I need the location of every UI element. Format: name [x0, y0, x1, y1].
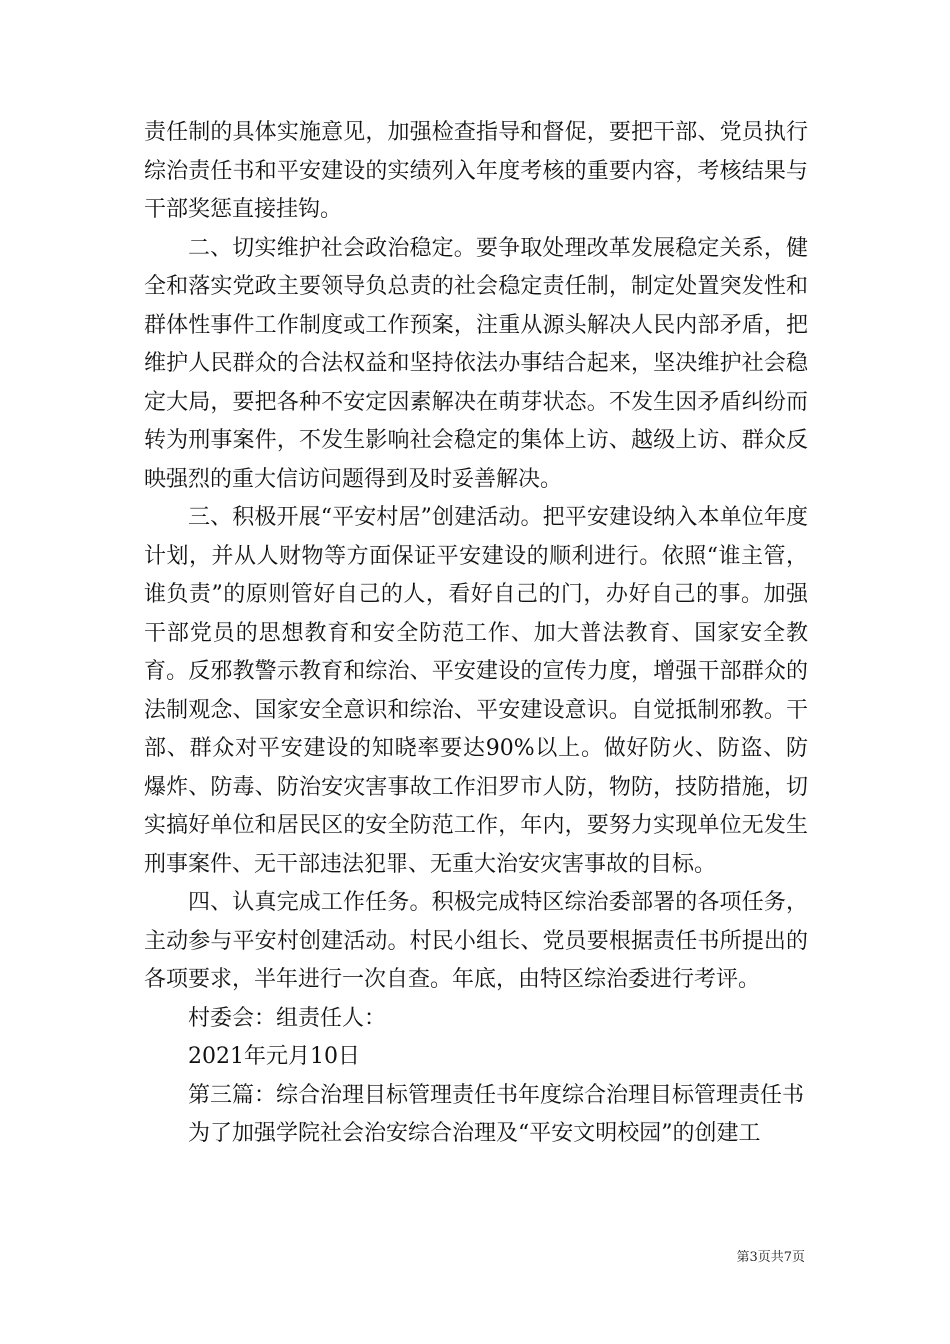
section-heading: 第三篇：综合治理目标管理责任书年度综合治理目标管理责任书 [188, 1082, 805, 1108]
paragraph-3: 三、积极开展“平安村居”创建活动。把平安建设纳入本单位年度计划，并从人财物等方面保证平安建设的顺利进行。依照“谁主管，谁负责”的原则管好自己的人，看好自己的门，办好自己的事。加强干部党员的思想教育和安全防范工作、加大普法教育、国家安全教育。反邪教警示教育和综治、平安建设的宣传力度，增强干部群众的法制观念、国家安全意识和综治、平安建设意识。自觉抵制邪教。干部、群众对平安建设的知晓率要达90%以上。做好防火、防盗、防爆炸、防毒、防治安灾害事故工作汨罗市人防，物防，技防措施，切实搞好单位和居民区的安全防范工作，年内，要努力实现单位无发生刑事案件、无干部违法犯罪、无重大治安灾害事故的目标。 [144, 505, 808, 877]
date-line: 2021年元月10日 [188, 1044, 360, 1069]
paragraph-2: 二、切实维护社会政治稳定。要争取处理改革发展稳定关系，健全和落实党政主要领导负总责的社会稳定责任制，制定处置突发性和群体性事件工作制度或工作预案，注重从源头解决人民内部矛盾，把维护人民群众的合法权益和坚持依法办事结合起来，坚决维护社会稳定大局，要把各种不安定因素解决在萌芽状态。不发生因矛盾纠纷而转为刑事案件，不发生影响社会稳定的集体上访、越级上访、群众反映强烈的重大信访问题得到及时妥善解决。 [144, 235, 808, 492]
paragraph-1: 责任制的具体实施意见，加强检查指导和督促，要把干部、党员执行综治责任书和平安建设的实绩列入年度考核的重要内容，考核结果与干部奖惩直接挂钩。 [144, 120, 808, 222]
paragraph-4: 四、认真完成工作任务。积极完成特区综治委部署的各项任务，主动参与平安村创建活动。村民小组长、党员要根据责任书所提出的各项要求，半年进行一次自查。年底，由特区综治委进行考评。 [144, 890, 808, 992]
page-number: 第3页共7页 [736, 1250, 805, 1265]
signature-line: 村委会：组责任人： [188, 1005, 387, 1031]
document-body [144, 114, 808, 1154]
paragraph-5: 为了加强学院社会治安综合治理及“平安文明校园”的创建工 [188, 1121, 761, 1146]
